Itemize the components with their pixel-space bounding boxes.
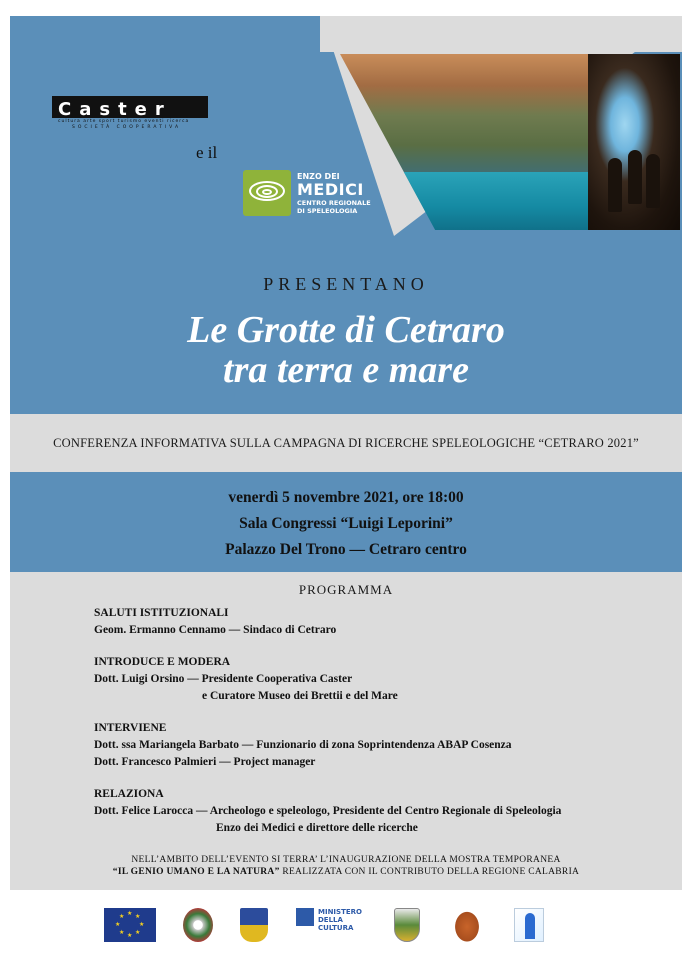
- ministry-logo-icon: MINISTERO DELLA CULTURA: [296, 908, 366, 942]
- enzo-dei-medici-logo: ENZO DEI MEDICI CENTRO REGIONALE DI SPELEOLOGIA: [243, 170, 383, 216]
- municipal-crest-icon: [394, 908, 420, 942]
- program-section: [10, 572, 682, 890]
- conjunction-text: e il: [196, 143, 218, 162]
- amphora-logo-icon: [452, 908, 482, 942]
- program-title: PROGRAMMA: [298, 582, 394, 597]
- program-item-greetings: SALUTI ISTITUZIONALI Geom. Ermanno Cennamo — Sindaco di Cetraro: [94, 607, 337, 636]
- conference-subtitle: CONFERENZA INFORMATIVA SULLA CAMPAGNA DI RICERCHE SPELEOLOGICHE “CETRARO 2021”: [10, 414, 682, 472]
- presents-label: PRESENTANO: [263, 274, 429, 294]
- program-item-moderator: INTRODUCE E MODERA Dott. Luigi Orsino — Presidente Cooperativa Caster e Curatore Museo dei Brettii e del Mare: [94, 656, 398, 702]
- program-item-report: RELAZIONA Dott. Felice Larocca — Archeologo e speleologo, Presidente del Centro Regionale di Speleologia Enzo dei Medici e direttore delle ricerche: [94, 788, 562, 834]
- event-room: Sala Congressi “Luigi Leporini”: [239, 515, 453, 532]
- caster-name: Caster: [58, 99, 172, 120]
- italian-republic-emblem-icon: [183, 908, 213, 942]
- regional-crest-icon: [240, 908, 268, 942]
- event-date-time: venerdì 5 novembre 2021, ore 18:00: [228, 489, 464, 506]
- figure-logo-icon: [514, 908, 544, 942]
- program-item-speakers: INTERVIENE Dott. ssa Mariangela Barbato — Funzionario di zona Soprintendenza ABAP Cosenza Dott. Francesco Palmieri — Project manager: [94, 722, 512, 768]
- event-venue: Palazzo Del Trono — Cetraro centro: [225, 541, 467, 558]
- event-title: Le Grotte di Cetraro tra terra e mare: [187, 309, 505, 391]
- eu-flag-icon: ★ ★ ★ ★ ★ ★ ★ ★: [104, 908, 156, 942]
- caster-logo: [52, 92, 208, 132]
- sponsor-logos: [0, 890, 692, 960]
- ripple-icon: [243, 170, 291, 216]
- caster-type: SOCIETÀ COOPERATIVA: [72, 125, 182, 130]
- caster-tagline: cultura arte sport turismo eventi ricerca: [58, 119, 190, 124]
- event-details: [10, 472, 682, 572]
- exhibition-note: NELL’AMBITO DELL’EVENTO SI TERRA’ L’INAUGURAZIONE DELLA MOSTRA TEMPORANEA “IL GENIO UMANO E LA NATURA” REALIZZATA CON IL CONTRIBUTO DELLA REGIONE CALABRIA: [112, 855, 580, 877]
